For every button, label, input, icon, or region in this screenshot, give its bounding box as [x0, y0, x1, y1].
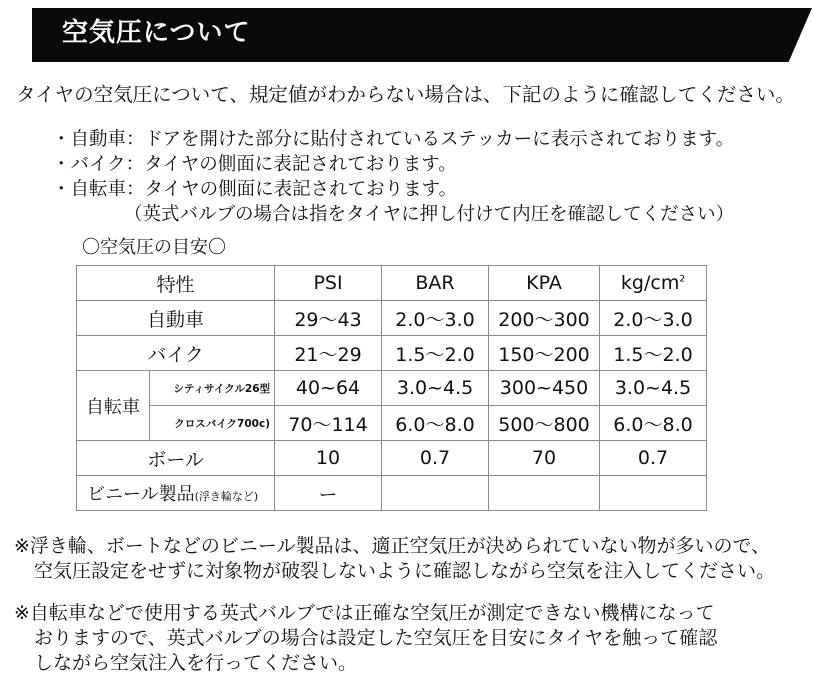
- note-vinyl: [14, 534, 775, 584]
- header-kg-text: kg/cm: [620, 272, 680, 294]
- cell-ball-bar: 0.7: [382, 441, 489, 476]
- note-vinyl-line-1: ※浮き輪、ボートなどのビニール製品は、適正空気圧が決められていない物が多いので、: [14, 535, 771, 557]
- note-valve-line-1: ※自転車などで使用する英式バルブでは正確な空気圧が測定できない機構になって: [14, 602, 715, 624]
- cell-cross-bar: 6.0～8.0: [382, 406, 489, 441]
- header-type: 特性: [77, 266, 275, 301]
- table-row: [77, 301, 707, 336]
- vinyl-label-small: (浮き輪など): [194, 490, 259, 503]
- row-label-bicycle: 自転車: [77, 371, 150, 441]
- row-label-bike: バイク: [77, 336, 275, 371]
- cell-bike-kpa: 150～200: [489, 336, 600, 371]
- cell-cross-kpa: 500～800: [489, 406, 600, 441]
- cell-car-kg: 2.0～3.0: [600, 301, 707, 336]
- header-kg: [600, 266, 707, 301]
- intro-text: タイヤの空気圧について、規定値がわからない場合は、下記のように確認してください。: [16, 83, 795, 106]
- header-psi: PSI: [275, 266, 382, 301]
- list-item-car: ・自動車：ドアを開けた部分に貼付されているステッカーに表示されております。: [52, 129, 735, 150]
- cell-vinyl-kpa: [489, 476, 600, 511]
- note-vinyl-line-2: 空気圧設定をせずに対象物が破裂しないように確認しながら空気を注入してください。: [34, 560, 776, 582]
- row-label-cross-bike: クロスバイク700c): [150, 406, 275, 441]
- cell-cross-kg: 6.0～8.0: [600, 406, 707, 441]
- cell-cross-psi: 70～114: [275, 406, 382, 441]
- table-row: [77, 476, 707, 511]
- header-kpa: KPA: [489, 266, 600, 301]
- page-title: 空気圧について: [62, 18, 251, 48]
- cell-city-kpa: 300~450: [489, 371, 600, 406]
- row-label-city-cycle: シティサイクル26型: [150, 371, 275, 406]
- table-header-row: [77, 266, 707, 301]
- cell-vinyl-bar: [382, 476, 489, 511]
- note-valve: [14, 601, 717, 676]
- row-label-car: 自動車: [77, 301, 275, 336]
- check-location-list: [52, 127, 734, 227]
- table-row: [77, 371, 707, 406]
- table-row: [77, 336, 707, 371]
- table-title: 〇空気圧の目安〇: [82, 237, 226, 258]
- cell-ball-kg: 0.7: [600, 441, 707, 476]
- cell-city-psi: 40~64: [275, 371, 382, 406]
- table-row: [77, 406, 707, 441]
- cell-city-kg: 3.0~4.5: [600, 371, 707, 406]
- cell-vinyl-kg: [600, 476, 707, 511]
- cell-car-kpa: 200～300: [489, 301, 600, 336]
- cell-bike-kg: 1.5～2.0: [600, 336, 707, 371]
- header-bar: BAR: [382, 266, 489, 301]
- row-label-ball: ボール: [77, 441, 275, 476]
- list-item-bicycle: ・自転車：タイヤの側面に表記されております。: [52, 179, 458, 200]
- cell-bike-psi: 21～29: [275, 336, 382, 371]
- cell-bike-bar: 1.5～2.0: [382, 336, 489, 371]
- row-label-vinyl: [77, 476, 275, 511]
- cell-city-bar: 3.0~4.5: [382, 371, 489, 406]
- list-item-valve-note: （英式バルブの場合は指をタイヤに押し付けて内圧を確認してください）: [124, 204, 735, 225]
- pressure-table: [76, 265, 707, 511]
- note-valve-line-2: おりますので、英式バルブの場合は設定した空気圧を目安にタイヤを触って確認: [34, 627, 718, 649]
- vinyl-label: ビニール製品: [87, 484, 195, 505]
- header-kg-sup: 2: [679, 274, 686, 285]
- table-row: [77, 441, 707, 476]
- cell-ball-kpa: 70: [489, 441, 600, 476]
- note-valve-line-3: しながら空気注入を行ってください。: [34, 652, 358, 674]
- cell-car-psi: 29～43: [275, 301, 382, 336]
- cell-car-bar: 2.0～3.0: [382, 301, 489, 336]
- cell-ball-psi: 10: [275, 441, 382, 476]
- cell-vinyl-psi: ー: [275, 476, 382, 511]
- list-item-bike: ・バイク：タイヤの側面に表記されております。: [52, 154, 457, 175]
